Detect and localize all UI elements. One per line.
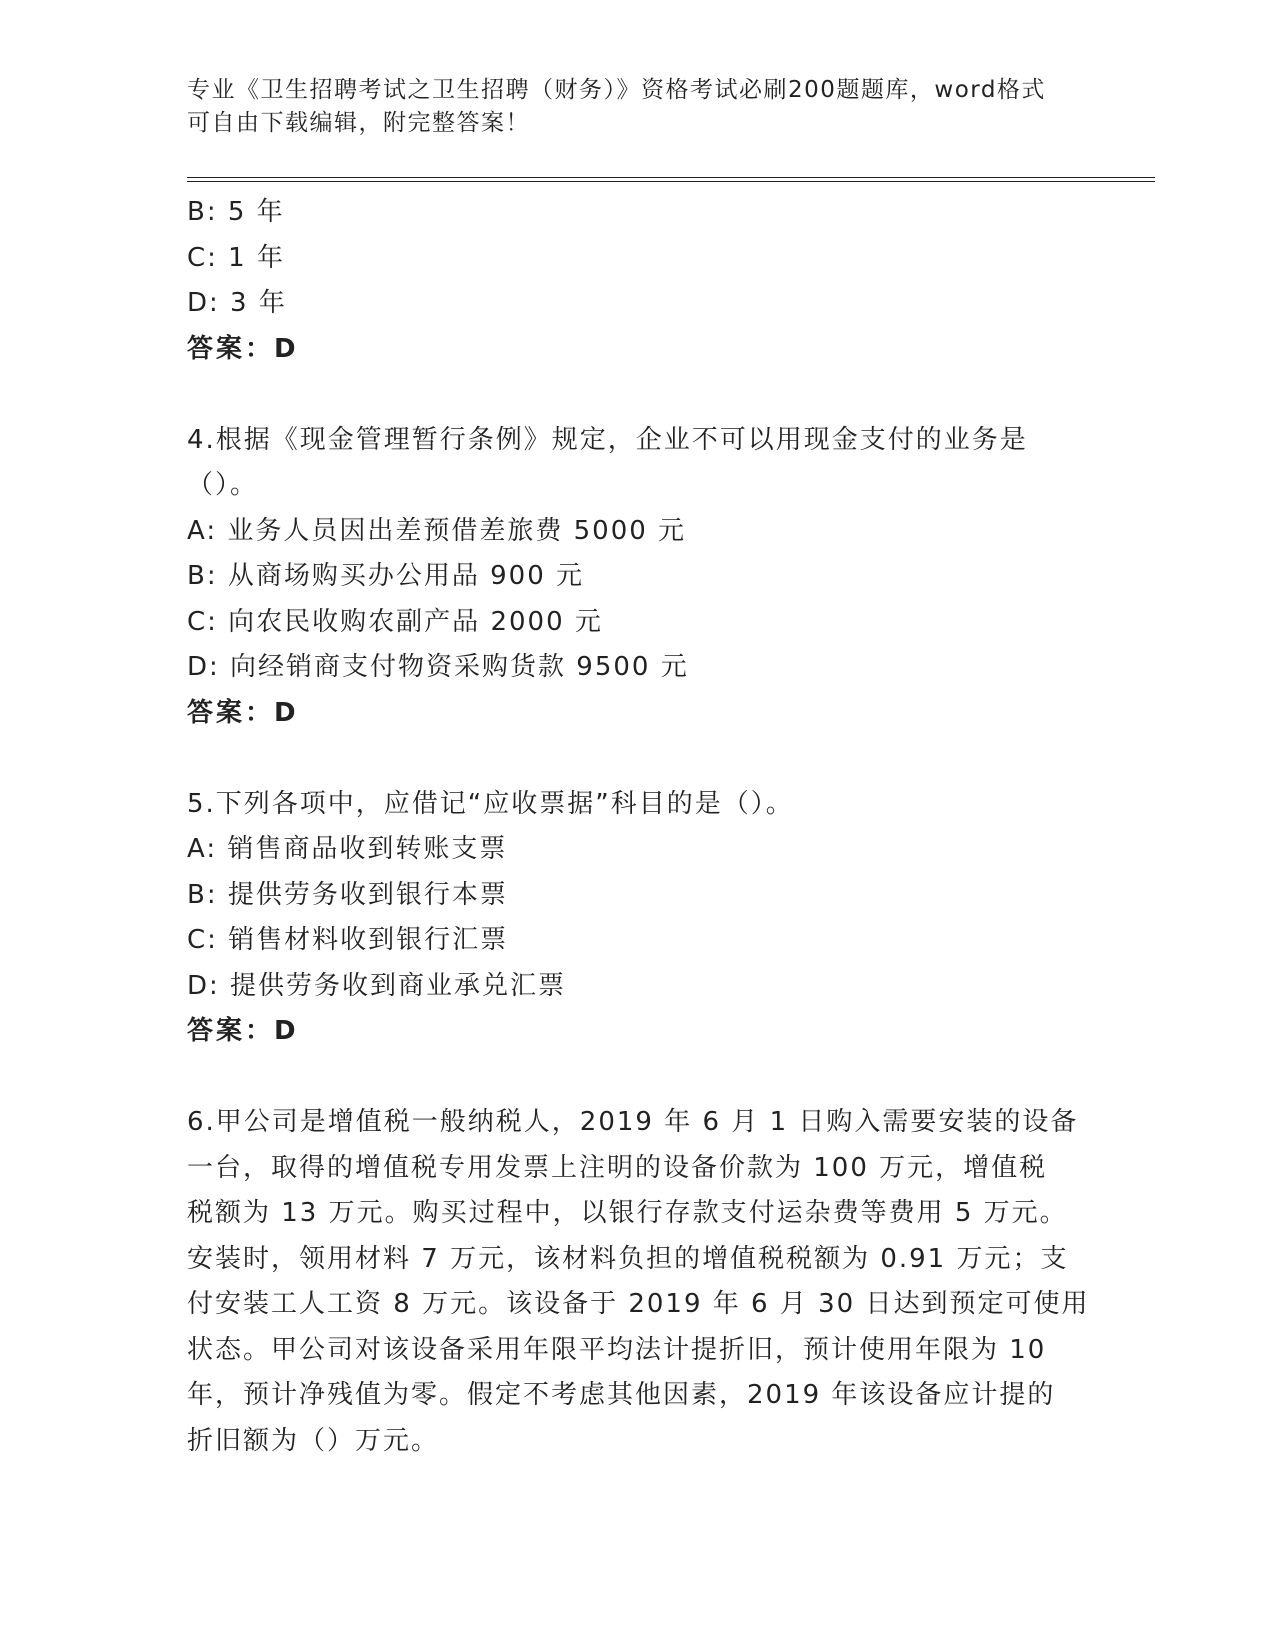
q5-answer: 答案：D <box>187 1016 299 1046</box>
q4-answer: 答案：D <box>187 697 299 728</box>
q6-stem-line-6: 状态。甲公司对该设备采用年限平均法计提折旧，预计使用年限为 10 <box>187 1334 1047 1365</box>
question-content <box>187 190 1090 1464</box>
q6-stem-line-4: 安装时，领用材料 7 万元，该材料负担的增值税税额为 0.91 万元；支 <box>187 1243 1069 1274</box>
q6-stem-line-5: 付安装工人工资 8 万元。该设备于 2019 年 6 月 30 日达到预定可使用 <box>187 1289 1090 1319</box>
q6-stem-line-2: 一台，取得的增值税专用发票上注明的设备价款为 100 万元，增值税 <box>187 1152 1048 1183</box>
q5-stem: 5.下列各项中，应借记“应收票据”科目的是（）。 <box>187 788 794 819</box>
q6-stem-line-1: 6.甲公司是增值税一般纳税人，2019 年 6 月 1 日购入需要安装的设备 <box>187 1107 1079 1137</box>
q4-option-b: B: 从商场购买办公用品 900 元 <box>187 561 585 591</box>
q3-answer: 答案：D <box>187 333 299 364</box>
header-line-2: 可自由下载编辑，附完整答案！ <box>187 110 530 136</box>
q5-option-a: A: 销售商品收到转账支票 <box>187 834 508 864</box>
header-rule-top <box>187 177 1155 178</box>
q4-stem-line-2: （）。 <box>187 470 259 500</box>
q3-option-c: C: 1 年 <box>187 242 285 273</box>
header-line-1: 专业《卫生招聘考试之卫生招聘（财务）》资格考试必刷200题题库，word格式 <box>187 77 1046 103</box>
q3-option-b: B: 5 年 <box>187 197 285 227</box>
q4-stem-line-1: 4.根据《现金管理暂行条例》规定，企业不可以用现金支付的业务是 <box>187 424 1028 455</box>
q6-stem-line-8: 折旧额为（）万元。 <box>187 1425 440 1456</box>
q6-stem-line-7: 年，预计净残值为零。假定不考虑其他因素，2019 年该设备应计提的 <box>187 1380 1056 1410</box>
q4-option-a: A: 业务人员因出差预借差旅费 5000 元 <box>187 515 687 546</box>
q6-stem-line-3: 税额为 13 万元。购买过程中，以银行存款支付运杂费等费用 5 万元。 <box>187 1198 1068 1228</box>
q4-option-c: C: 向农民收购农副产品 2000 元 <box>187 606 603 637</box>
spacer <box>187 736 1067 782</box>
spacer <box>187 1055 1067 1101</box>
document-header <box>187 74 1067 140</box>
q4-option-d: D: 向经销商支付物资采购货款 9500 元 <box>187 652 689 682</box>
q5-option-c: C: 销售材料收到银行汇票 <box>187 925 509 955</box>
q5-option-b: B: 提供劳务收到银行本票 <box>187 879 508 910</box>
spacer <box>187 372 1067 418</box>
q5-option-d: D: 提供劳务收到商业承兑汇票 <box>187 970 567 1001</box>
q3-option-d: D: 3 年 <box>187 288 287 318</box>
header-rule-bottom <box>187 181 1155 182</box>
